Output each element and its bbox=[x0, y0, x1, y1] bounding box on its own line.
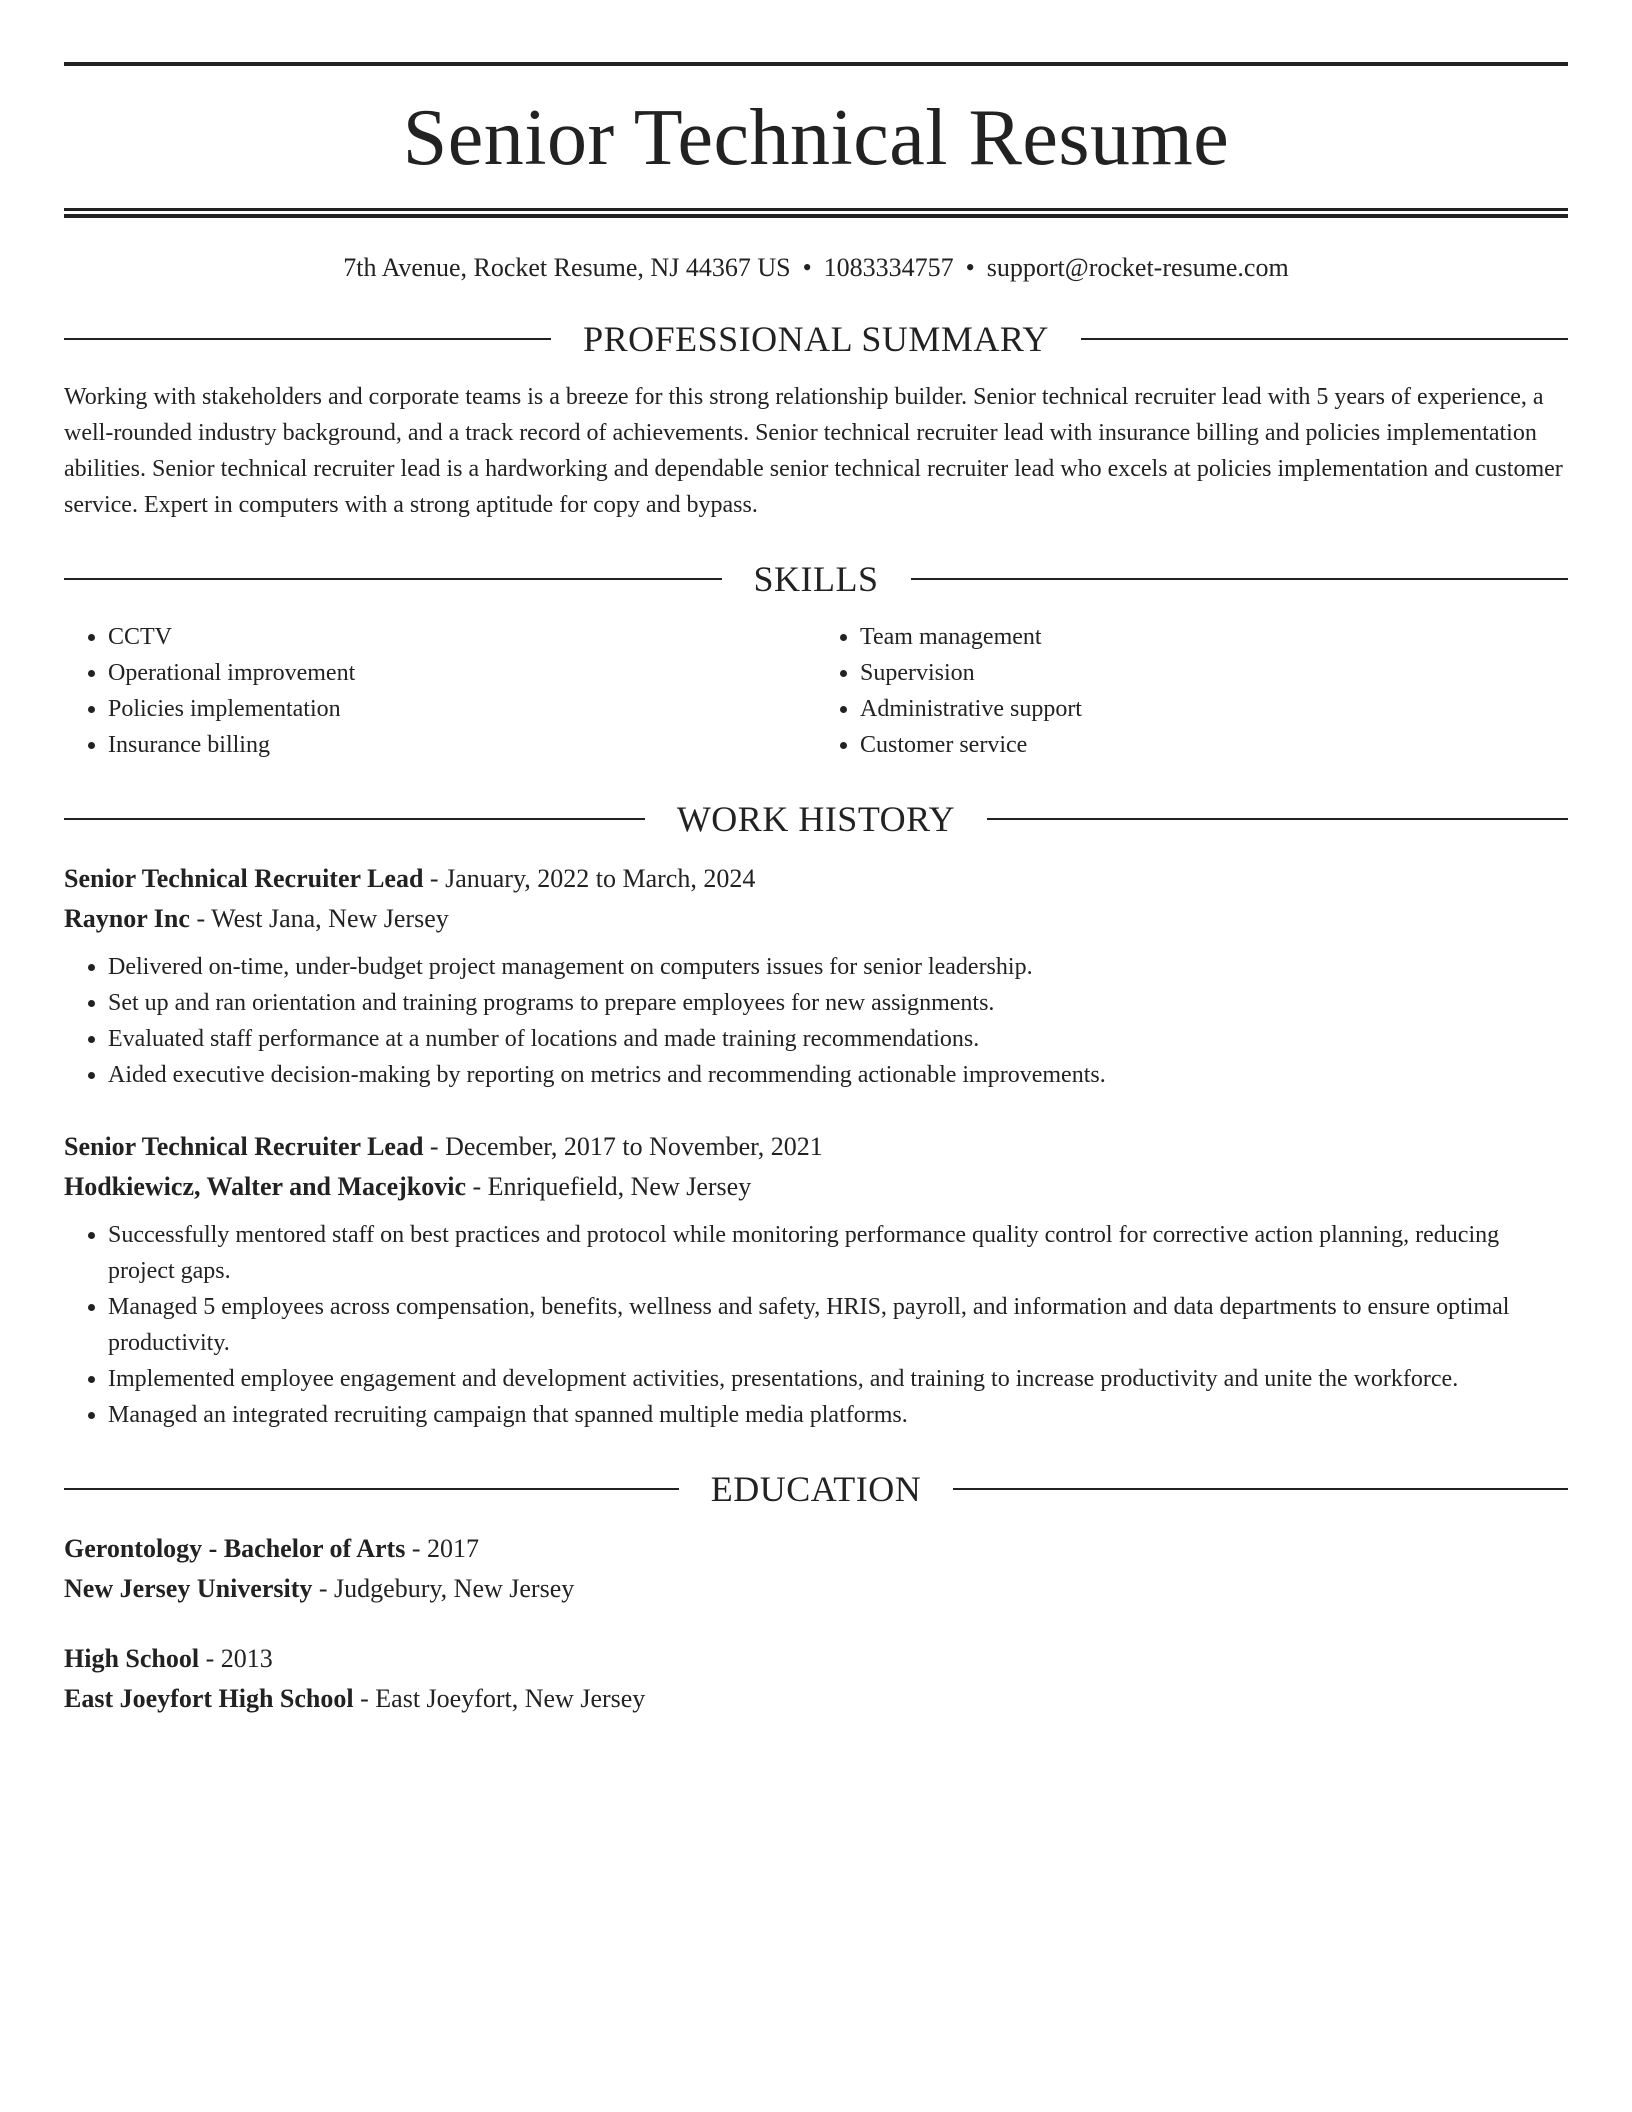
dash: - bbox=[199, 1644, 221, 1674]
job-bullet: • Implemented employee engagement and development activities, presentations, and training to increase productivity and unite the workforce. bbox=[108, 1361, 1568, 1397]
heading-rule-left bbox=[64, 1488, 679, 1490]
summary-text: Working with stakeholders and corporate teams is a breeze for this strong relationship builder. Senior technical recruiter lead with 5 years of experience, a well-rounded industry background, and a track record of achievements. Senior technical recruiter lead with insurance billing and policies implementation abilities. Senior technical recruiter lead is a hardworking and dependable senior technical recruiter lead who excels at policies implementation and customer service. Expert in computers with a strong aptitude for copy and bypass. bbox=[64, 384, 1563, 519]
heading-rule-left bbox=[64, 338, 551, 340]
job-bullet: • Set up and ran orientation and training programs to prepare employees for new assignments. bbox=[108, 985, 1568, 1021]
contact-separator: • bbox=[965, 253, 975, 282]
job-bullets bbox=[64, 1217, 1568, 1433]
dash: - bbox=[405, 1534, 427, 1564]
education-degree-line bbox=[64, 1639, 1568, 1679]
contact-email: support@rocket-resume.com bbox=[986, 253, 1289, 282]
job-bullets bbox=[64, 949, 1568, 1093]
education-degree: Gerontology - Bachelor of Arts bbox=[64, 1534, 406, 1564]
job-dates: December, 2017 to November, 2021 bbox=[445, 1132, 823, 1162]
skills-list bbox=[64, 619, 1568, 763]
page-title: Senior Technical Resume bbox=[402, 94, 1230, 182]
job-bullet: • Managed an integrated recruiting campaign that spanned multiple media platforms. bbox=[108, 1397, 1568, 1433]
skill-item: • Insurance billing bbox=[108, 727, 816, 763]
title-double-rule bbox=[64, 208, 1568, 218]
job-entry bbox=[64, 1127, 1568, 1433]
education-school: East Joeyfort High School bbox=[64, 1684, 354, 1714]
dash: - bbox=[423, 864, 446, 894]
dash: - bbox=[189, 904, 212, 934]
skill-item: • Policies implementation bbox=[108, 691, 816, 727]
job-location: West Jana, New Jersey bbox=[211, 904, 449, 934]
dash: - bbox=[353, 1684, 376, 1714]
education-entry bbox=[64, 1529, 1568, 1609]
skill-item: • Supervision bbox=[860, 655, 1568, 691]
dash: - bbox=[312, 1574, 335, 1604]
skills-column-left bbox=[64, 619, 816, 763]
job-company-line bbox=[64, 1167, 1568, 1207]
section-title: SKILLS bbox=[753, 559, 879, 600]
education-year: 2013 bbox=[220, 1644, 273, 1674]
section-title: PROFESSIONAL SUMMARY bbox=[583, 319, 1049, 360]
job-bullet: • Delivered on-time, under-budget project management on computers issues for senior leadership. bbox=[108, 949, 1568, 985]
education-degree-line bbox=[64, 1529, 1568, 1569]
dash: - bbox=[423, 1132, 446, 1162]
skills-column-right bbox=[816, 619, 1568, 763]
section-title: EDUCATION bbox=[710, 1469, 922, 1510]
heading-rule-left bbox=[64, 578, 722, 580]
job-company: Hodkiewicz, Walter and Macejkovic bbox=[64, 1172, 466, 1202]
education-degree: High School bbox=[64, 1644, 200, 1674]
education-entry bbox=[64, 1639, 1568, 1719]
skill-item: • Customer service bbox=[860, 727, 1568, 763]
job-bullet: • Aided executive decision-making by reporting on metrics and recommending actionable improvements. bbox=[108, 1057, 1568, 1093]
section-heading-summary bbox=[64, 319, 1568, 360]
job-bullet: • Managed 5 employees across compensation, benefits, wellness and safety, HRIS, payroll, and information and data departments to ensure optimal productivity. bbox=[108, 1289, 1568, 1361]
job-company-line bbox=[64, 899, 1568, 939]
job-entry bbox=[64, 859, 1568, 1093]
job-bullet: • Successfully mentored staff on best practices and protocol while monitoring performance quality control for corrective action planning, reducing project gaps. bbox=[108, 1217, 1568, 1289]
education-school: New Jersey University bbox=[64, 1574, 313, 1604]
contact-separator: • bbox=[802, 253, 812, 282]
heading-rule-left bbox=[64, 818, 645, 820]
section-heading-skills bbox=[64, 559, 1568, 600]
education-location: East Joeyfort, New Jersey bbox=[375, 1684, 646, 1714]
heading-rule-right bbox=[953, 1488, 1568, 1490]
section-heading-work bbox=[64, 799, 1568, 840]
section-title: WORK HISTORY bbox=[676, 799, 956, 840]
job-title-line bbox=[64, 859, 1568, 899]
job-location: Enriquefield, New Jersey bbox=[487, 1172, 752, 1202]
skill-item: • Operational improvement bbox=[108, 655, 816, 691]
heading-rule-right bbox=[1081, 338, 1568, 340]
job-title: Senior Technical Recruiter Lead bbox=[64, 864, 424, 894]
education-school-line bbox=[64, 1569, 1568, 1609]
job-bullet: • Evaluated staff performance at a number of locations and made training recommendations. bbox=[108, 1021, 1568, 1057]
education-year: 2017 bbox=[427, 1534, 479, 1564]
education-location: Judgebury, New Jersey bbox=[334, 1574, 575, 1604]
education-school-line bbox=[64, 1679, 1568, 1719]
heading-rule-right bbox=[911, 578, 1569, 580]
section-heading-education bbox=[64, 1469, 1568, 1510]
heading-rule-right bbox=[987, 818, 1568, 820]
skill-item: • Administrative support bbox=[860, 691, 1568, 727]
job-title: Senior Technical Recruiter Lead bbox=[64, 1132, 424, 1162]
job-company: Raynor Inc bbox=[64, 904, 190, 934]
contact-address: 7th Avenue, Rocket Resume, NJ 44367 US bbox=[343, 253, 791, 282]
job-title-line bbox=[64, 1127, 1568, 1167]
contact-phone: 1083334757 bbox=[823, 253, 954, 282]
job-dates: January, 2022 to March, 2024 bbox=[445, 864, 756, 894]
contact-line bbox=[64, 252, 1568, 283]
skill-item: • Team management bbox=[860, 619, 1568, 655]
skill-item: • CCTV bbox=[108, 619, 816, 655]
dash: - bbox=[466, 1172, 488, 1202]
